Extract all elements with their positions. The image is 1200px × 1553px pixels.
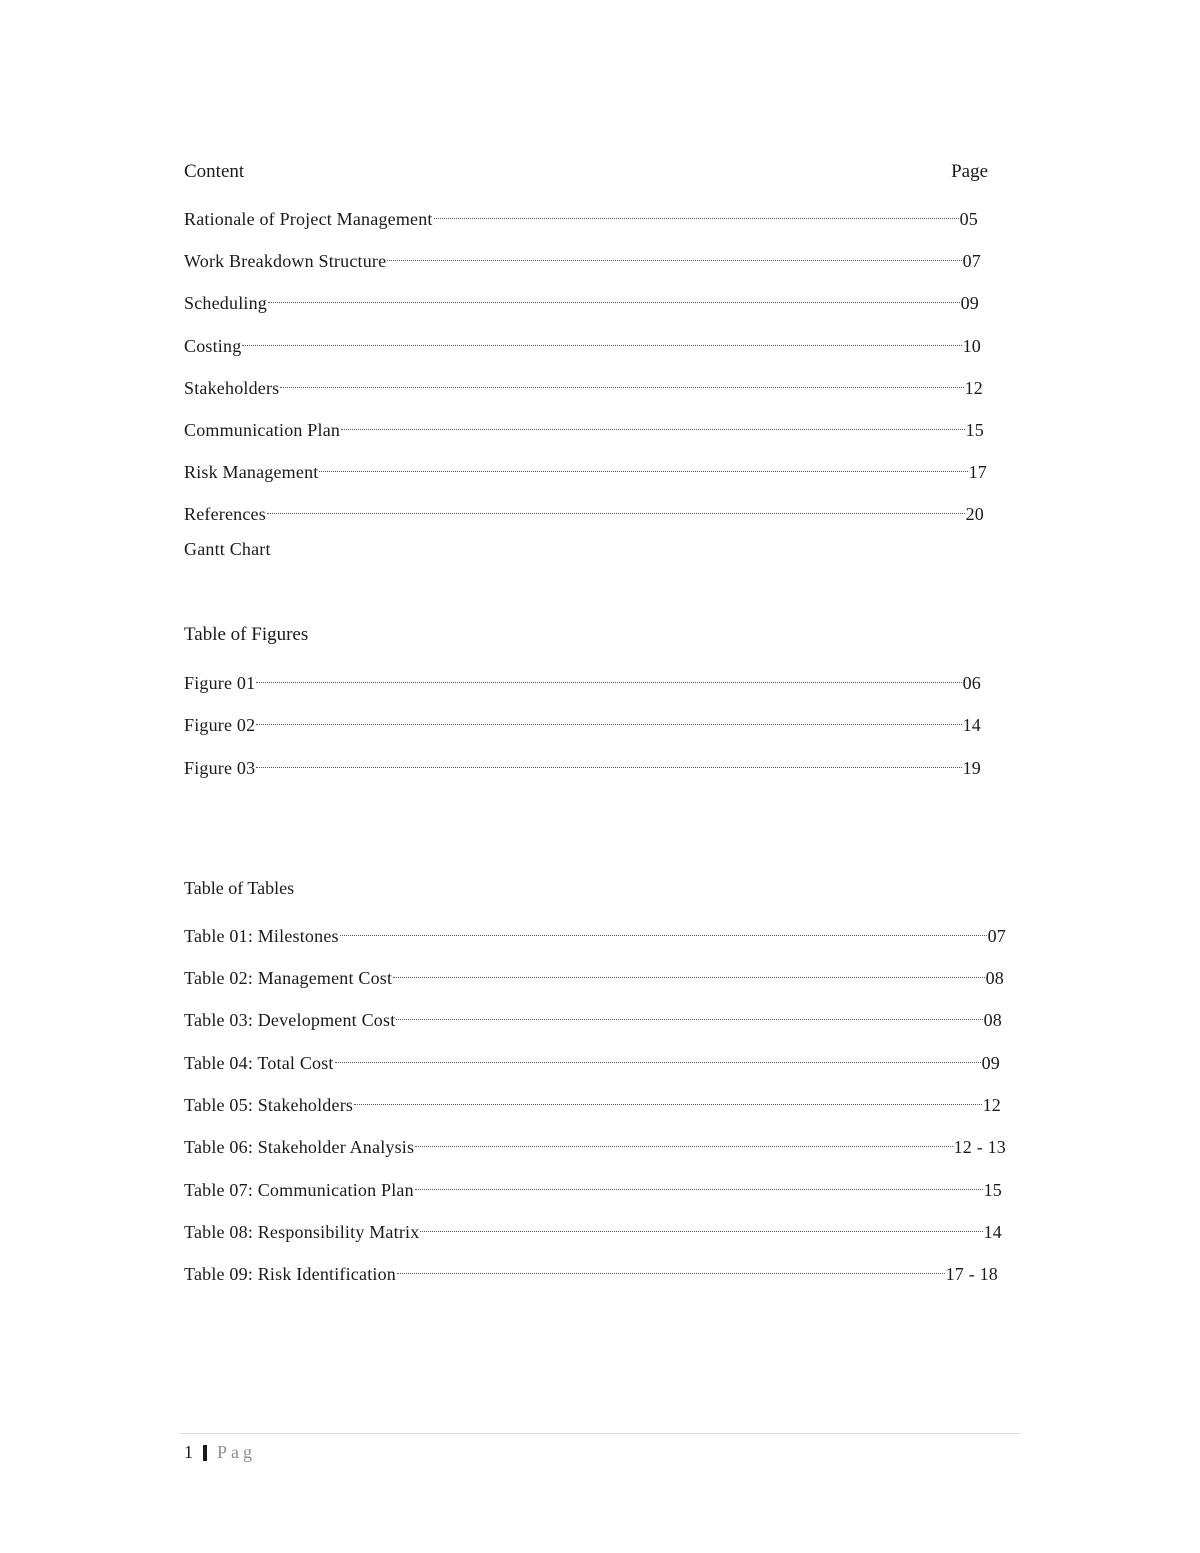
dot-leader <box>268 283 960 309</box>
figure-entry-label: Figure 02 <box>184 715 256 735</box>
footer-page-label: Pag <box>217 1442 256 1462</box>
toc-entry[interactable] <box>184 494 984 524</box>
toc-entry-label: Work Breakdown Structure <box>184 251 387 271</box>
footer-divider <box>180 1433 1020 1434</box>
table-entry-page: 12 - 13 <box>953 1137 1006 1157</box>
table-entry-label: Table 05: Stakeholders <box>184 1095 354 1115</box>
toc-entry-label: Scheduling <box>184 293 267 313</box>
toc-entry-label: Communication Plan <box>184 420 341 440</box>
table-entry[interactable] <box>184 1000 1002 1030</box>
page-footer <box>184 1438 256 1466</box>
toc-entry[interactable] <box>184 536 271 562</box>
toc-entry[interactable] <box>184 452 987 482</box>
dot-leader <box>256 705 961 731</box>
table-entry-label: Table 01: Milestones <box>184 926 339 946</box>
contents-heading: Content <box>184 161 245 182</box>
dot-leader <box>335 1043 981 1069</box>
figure-entry[interactable] <box>184 705 981 735</box>
table-entry[interactable] <box>184 1127 1006 1157</box>
toc-entry-page: 10 <box>962 336 981 356</box>
toc-entry[interactable] <box>184 283 979 313</box>
dot-leader <box>415 1170 983 1196</box>
dot-leader <box>434 199 959 225</box>
dot-leader <box>319 452 967 478</box>
dot-leader <box>340 916 987 942</box>
dot-leader <box>341 410 965 436</box>
toc-entry-page: 05 <box>959 209 978 229</box>
figures-heading: Table of Figures <box>184 624 309 645</box>
figure-entry-label: Figure 01 <box>184 673 256 693</box>
figure-entry[interactable] <box>184 663 981 693</box>
toc-entry-label: Risk Management <box>184 462 319 482</box>
toc-entry-page: 17 <box>968 462 987 482</box>
table-entry-page: 07 <box>987 926 1006 946</box>
toc-entry-label: Rationale of Project Management <box>184 209 433 229</box>
table-entry[interactable] <box>184 916 1006 946</box>
table-entry-label: Table 06: Stakeholder Analysis <box>184 1137 415 1157</box>
dot-leader <box>397 1254 945 1280</box>
figure-entry-page: 14 <box>962 715 981 735</box>
dot-leader <box>242 326 961 352</box>
dot-leader <box>267 494 965 520</box>
dot-leader <box>415 1127 952 1153</box>
table-entry-page: 15 <box>983 1180 1002 1200</box>
toc-entry-page: 12 <box>964 378 983 398</box>
table-entry-page: 12 <box>982 1095 1001 1115</box>
table-entry-page: 14 <box>983 1222 1002 1242</box>
table-entry-label: Table 04: Total Cost <box>184 1053 334 1073</box>
toc-entry-page: 07 <box>962 251 981 271</box>
figure-entry[interactable] <box>184 748 981 778</box>
table-entry-label: Table 07: Communication Plan <box>184 1180 414 1200</box>
table-entry[interactable] <box>184 1170 1002 1200</box>
table-entry-page: 17 - 18 <box>945 1264 998 1284</box>
toc-entry-label: Costing <box>184 336 242 356</box>
dot-leader <box>387 241 961 267</box>
table-entry-page: 08 <box>985 968 1004 988</box>
contents-header <box>184 158 988 186</box>
dot-leader <box>393 958 984 984</box>
toc-entry[interactable] <box>184 368 983 398</box>
toc-entry-label: Stakeholders <box>184 378 280 398</box>
dot-leader <box>396 1000 982 1026</box>
table-entry[interactable] <box>184 1043 1000 1073</box>
table-entry-label: Table 03: Development Cost <box>184 1010 396 1030</box>
footer-separator-bar <box>203 1445 207 1461</box>
table-entry-page: 09 <box>981 1053 1000 1073</box>
dot-leader <box>354 1085 981 1111</box>
table-entry[interactable] <box>184 958 1004 988</box>
toc-entry-page: 09 <box>960 293 979 313</box>
footer-page-number: 1 <box>184 1442 193 1462</box>
toc-entry-label: Gantt Chart <box>184 539 271 559</box>
table-entry[interactable] <box>184 1085 1001 1115</box>
toc-entry-page: 20 <box>965 504 984 524</box>
table-entry-label: Table 09: Risk Identification <box>184 1264 396 1284</box>
table-entry-label: Table 02: Management Cost <box>184 968 393 988</box>
figure-entry-page: 06 <box>962 673 981 693</box>
table-entry[interactable] <box>184 1254 998 1284</box>
toc-entry[interactable] <box>184 241 981 271</box>
dot-leader <box>256 748 961 774</box>
page-column-heading: Page <box>951 161 988 182</box>
table-entry[interactable] <box>184 1212 1002 1242</box>
toc-entry-label: References <box>184 504 266 524</box>
figure-entry-label: Figure 03 <box>184 758 256 778</box>
toc-entry[interactable] <box>184 326 981 356</box>
dot-leader <box>280 368 963 394</box>
table-entry-label: Table 08: Responsibility Matrix <box>184 1222 420 1242</box>
toc-entry[interactable] <box>184 199 978 229</box>
dot-leader <box>256 663 961 689</box>
dot-leader <box>420 1212 982 1238</box>
tables-heading: Table of Tables <box>184 878 295 898</box>
toc-entry-page: 15 <box>965 420 984 440</box>
toc-entry[interactable] <box>184 410 984 440</box>
figure-entry-page: 19 <box>962 758 981 778</box>
table-entry-page: 08 <box>983 1010 1002 1030</box>
